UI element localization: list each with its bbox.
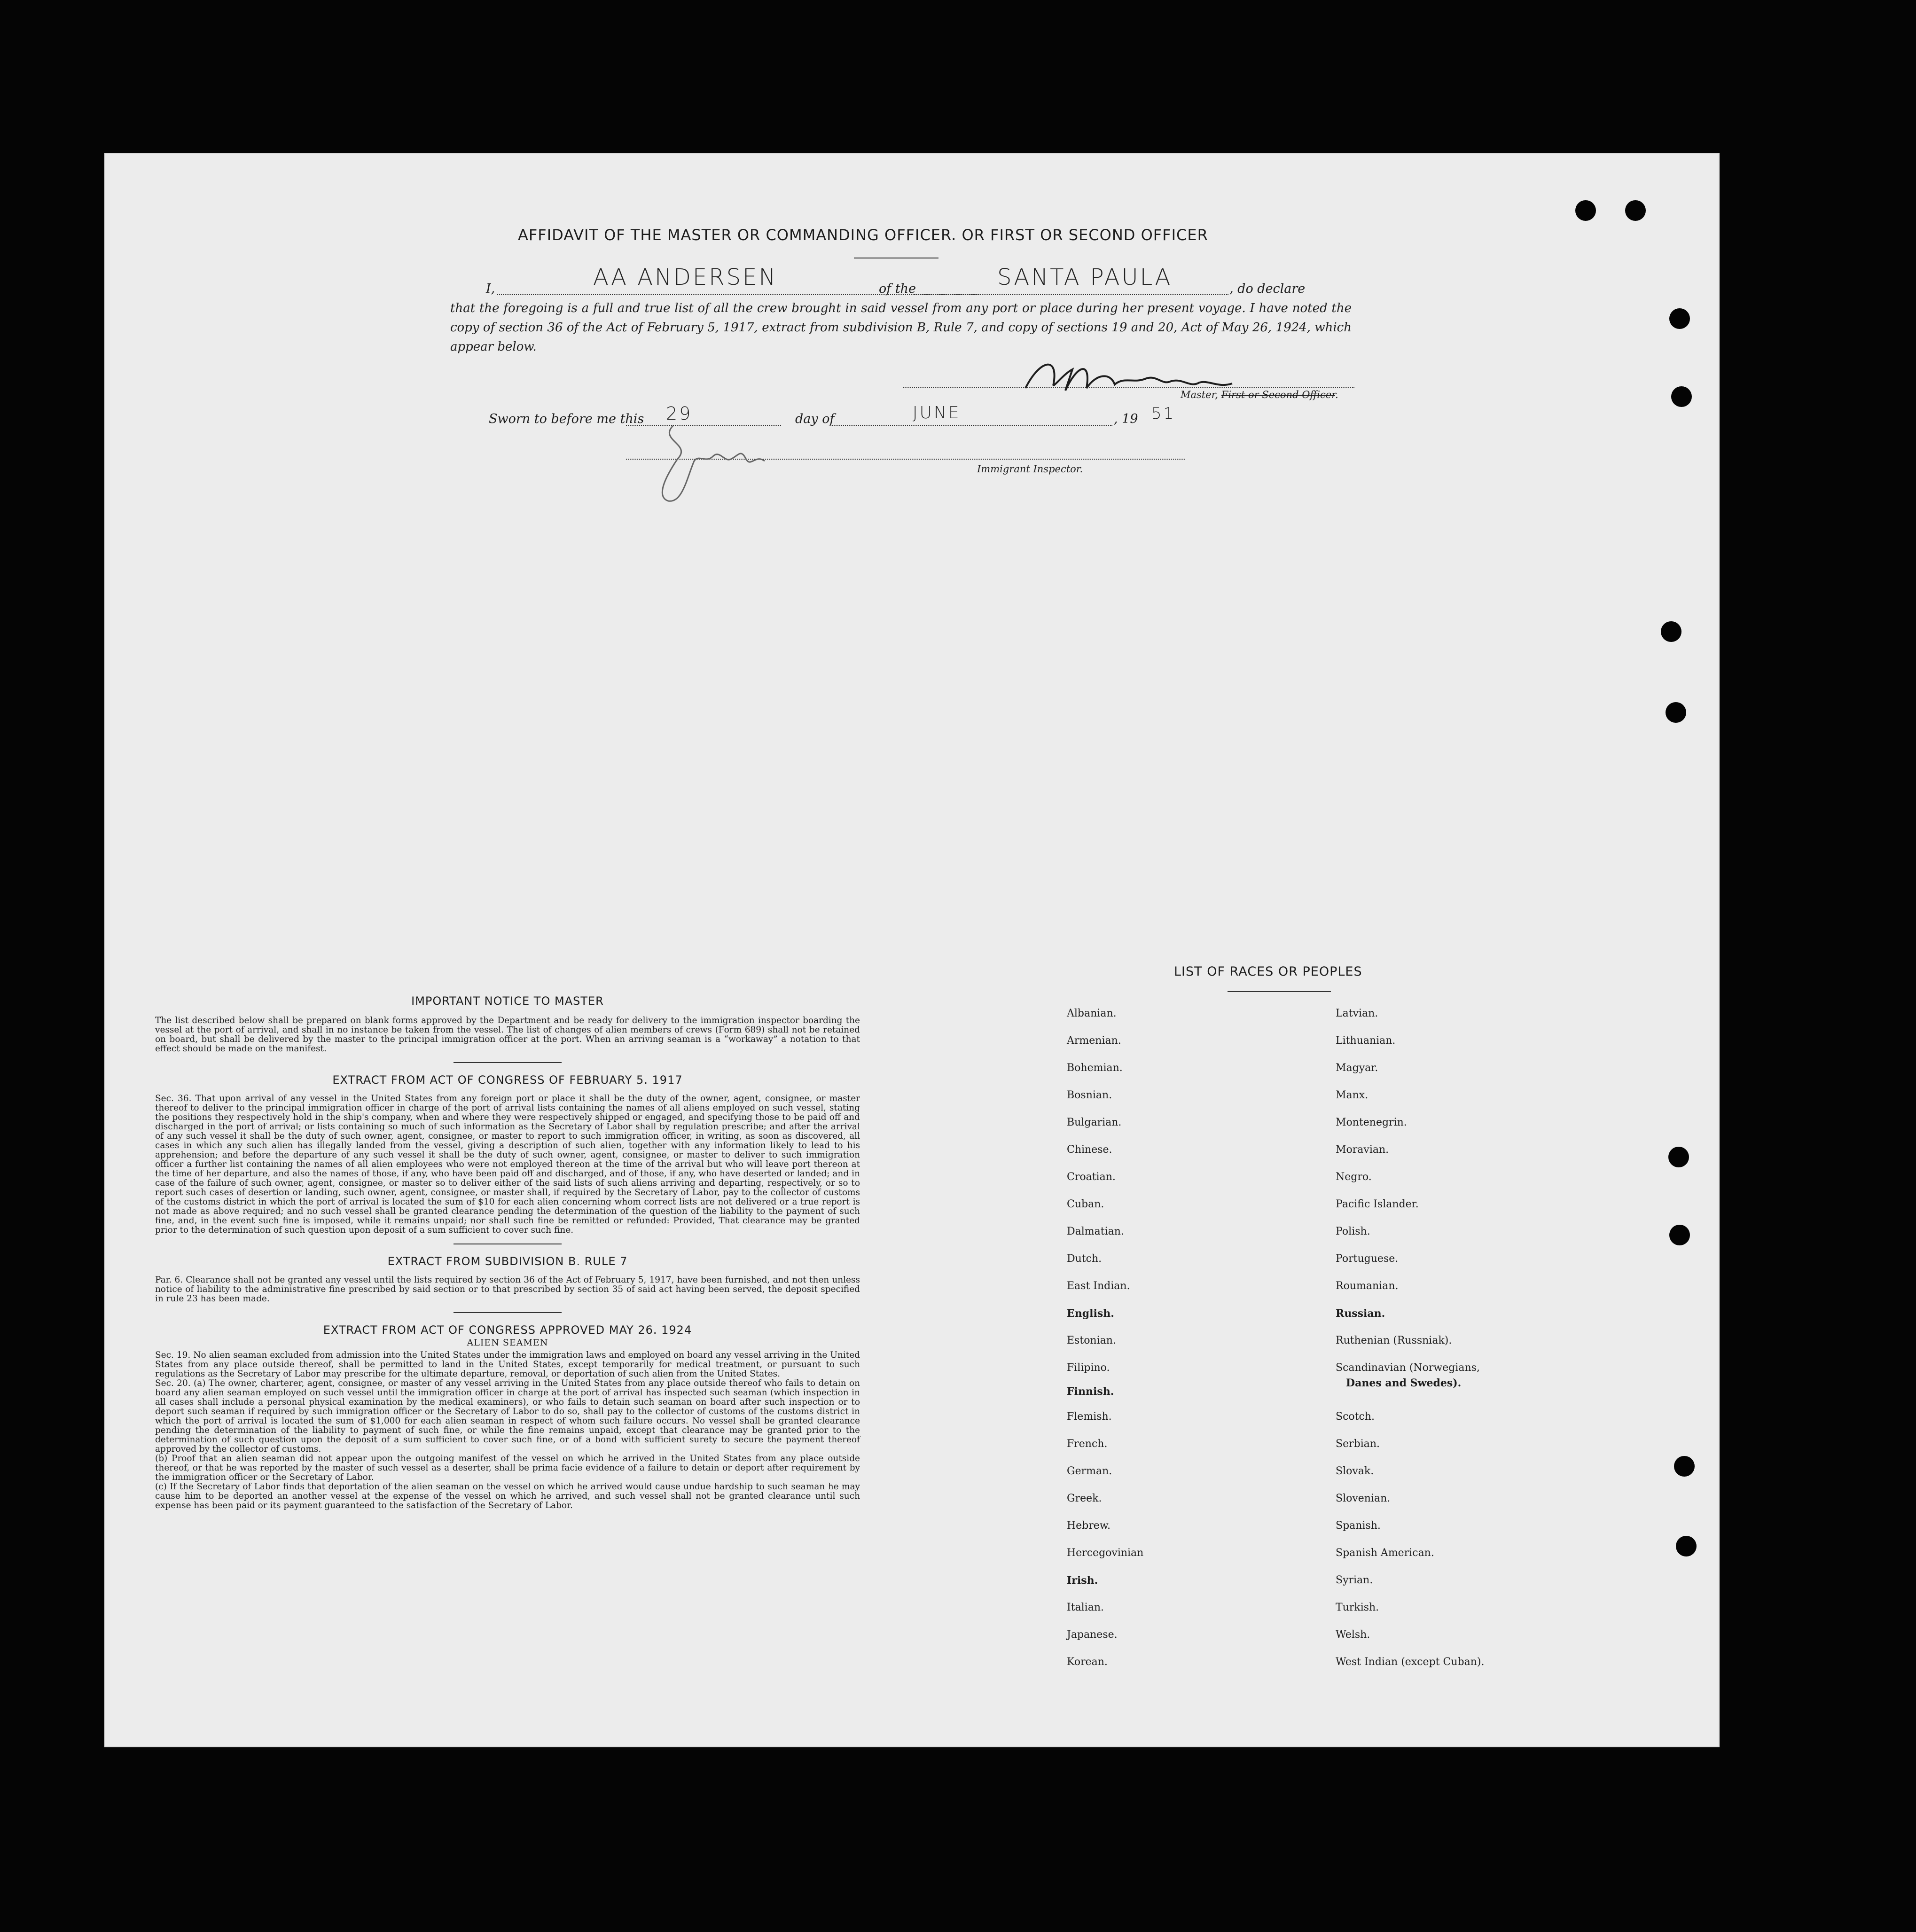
year-prefix: , 19 bbox=[1114, 412, 1138, 426]
notice-text: The list described below shall be prepared on blank forms approved by the Department and be ready for delivery to the immigration inspector boarding the vessel at the port of arrival, and shall in no instance be taken from the vessel. The list of changes of alien members of crews (Form 689) shall not be retained on board, but shall be delivered by the master to the principal immigration officer at the port. When an arriving seaman is a “workaway” a notation to that effect should be made on the manifest. bbox=[155, 1016, 860, 1054]
race-item: Welsh. bbox=[1336, 1629, 1370, 1641]
race-item: Pacific Islander. bbox=[1336, 1198, 1419, 1210]
punch-hole bbox=[1671, 386, 1692, 407]
race-item: Bulgarian. bbox=[1067, 1117, 1122, 1128]
race-item: Filipino. bbox=[1067, 1362, 1110, 1374]
race-item: Danes and Swedes). bbox=[1346, 1377, 1462, 1389]
race-item: Ruthenian (Russniak). bbox=[1336, 1335, 1452, 1346]
race-item: Scandinavian (Norwegians, bbox=[1336, 1362, 1480, 1374]
race-item: English. bbox=[1067, 1307, 1114, 1320]
affidavit-body: that the foregoing is a full and true list of all the crew brought in said vessel from any port or place during her present voyage. I have noted the copy of section 36 of the Act of February 5, 1917, extract from subdivision B, Rule 7, and copy of sections 19 and 20, Act of May 26, 1924, which appear below. bbox=[450, 301, 1352, 354]
document-page bbox=[104, 153, 1720, 1747]
extract-1917-title: EXTRACT FROM ACT OF CONGRESS OF FEBRUARY 5. 1917 bbox=[332, 1073, 683, 1087]
extract-1924-sec19: Sec. 19. No alien seaman excluded from admission into the United States under the immigration laws and employed on board any vessel arriving in the United States from any place outside thereof, shall be permitted to land in the United States, except temporarily for medical treatment, or pursuant to such regulations as the Secretary of Labor may prescribe for the ultimate departure, removal, or deportation of such alien from the United States. bbox=[155, 1350, 860, 1379]
race-item: Albanian. bbox=[1067, 1008, 1117, 1019]
race-item: Dalmatian. bbox=[1067, 1226, 1124, 1237]
race-item: Portuguese. bbox=[1336, 1253, 1399, 1265]
race-item: Hercegovinian bbox=[1067, 1547, 1144, 1559]
notice-title: IMPORTANT NOTICE TO MASTER bbox=[411, 994, 604, 1008]
extract-1917-text: Sec. 36. That upon arrival of any vessel in the United States from any foreign port or place it shall be the duty of the owner, agent, consignee, or master thereof to deliver to the principal immigration officer in charge of the port of arrival lists containing the names of all aliens employed on such vessel, stating the positions they respectively hold in the ship's company, when and where they were respectively shipped or engaged, and specifying those to be paid off and discharged in the port of arrival; or lists containing so much of such information as the Secretary of Labor shall by regulation prescribe; and after the arrival of any such vessel it shall be the duty of such owner, agent, consignee, or master to report to such immigration officer, in writing, as soon as discovered, all cases in which any such alien has illegally landed from the vessel, giving a description of such alien, together with any information likely to lead to his apprehension; and before the departure of any such vessel it shall be the duty of such owner, agent, consignee, or master to deliver to such immigration officer a further list containing the names of all alien employees who were not employed thereon at the time of the arrival but who will leave port thereon at the time of her departure, and also the names of those, if any, who have been paid off and discharged, and of those, if any, who have deserted or landed; and in case of the failure of such owner, agent, consignee, or master so to deliver either of the said lists of such aliens arriving and departing, respectively, or so to report such cases of desertion or landing, such owner, agent, consignee, or master shall, if required by the Secretary of Labor, pay to the collector of customs of the customs district in which the port of arrival is located the sum of $10 for each alien concerning whom correct lists are not delivered or a true report is not made as above required; and no such vessel shall be granted clearance pending the determination of the question of the liability to the payment of such fine, and, in the event such fine is imposed, while it remains unpaid; nor shall such fine be remitted or refunded: Provided, That clearance may be granted prior to the determination of such question upon deposit of a sum sufficient to cover such fine. bbox=[155, 1094, 860, 1235]
race-item: Finnish. bbox=[1067, 1385, 1114, 1398]
race-item: Flemish. bbox=[1067, 1411, 1112, 1423]
race-item: East Indian. bbox=[1067, 1280, 1130, 1292]
race-item: Moravian. bbox=[1336, 1144, 1389, 1156]
punch-hole bbox=[1575, 200, 1596, 221]
punch-hole bbox=[1669, 308, 1690, 329]
year-handwritten: 51 bbox=[1151, 404, 1176, 423]
master-name-handwritten: AA ANDERSEN bbox=[593, 264, 778, 290]
race-item: French. bbox=[1067, 1438, 1108, 1450]
caption-struck: First or Second Officer bbox=[1221, 389, 1335, 400]
day-of-label: day of bbox=[795, 412, 835, 426]
punch-hole bbox=[1669, 1225, 1690, 1245]
extract-1924-sec20a: Sec. 20. (a) The owner, charterer, agent, consignee, or master of any vessel arriving in the United States from any place outside thereof who fails to detain on board any alien seaman employed on such vessel until the immigration officer in charge at the port of arrival has inspected such seaman (which inspection in all cases shall include a personal physical examination by the medical examiners), or who fails to detain such seaman on board after such inspection or to deport such seaman if required by such immigration officer or the Secretary of Labor to do so, shall pay to the collector of customs of the customs district in which the port of arrival is located the sum of $1,000 for each alien seaman in respect of whom such failure occurs. No vessel shall be granted clearance pending the determination of the liability to payment of such fine, or while the fine remains unpaid, except that clearance may be granted prior to the determination of such question upon the deposit of a sum sufficient to cover such fine, or of a bond with sufficient surety to secure the payment thereof approved by the collector of customs. bbox=[155, 1378, 860, 1454]
race-item: Latvian. bbox=[1336, 1008, 1378, 1019]
race-item: Turkish. bbox=[1336, 1602, 1379, 1613]
sworn-day-handwritten: 29 bbox=[666, 403, 693, 424]
punch-hole bbox=[1661, 621, 1681, 642]
punch-hole bbox=[1676, 1536, 1697, 1557]
races-divider bbox=[1228, 991, 1331, 992]
race-item: Korean. bbox=[1067, 1656, 1108, 1668]
race-item: Bosnian. bbox=[1067, 1089, 1112, 1101]
race-item: German. bbox=[1067, 1465, 1112, 1477]
race-item: Serbian. bbox=[1336, 1438, 1380, 1450]
extract-1924-subtitle: ALIEN SEAMEN bbox=[467, 1338, 548, 1348]
month-line bbox=[830, 425, 1112, 426]
punch-hole bbox=[1668, 1147, 1689, 1167]
race-item: Irish. bbox=[1067, 1574, 1098, 1587]
race-item: Slovak. bbox=[1336, 1465, 1374, 1477]
race-item: Armenian. bbox=[1067, 1035, 1121, 1047]
race-item: Chinese. bbox=[1067, 1144, 1112, 1156]
race-item: Cuban. bbox=[1067, 1198, 1104, 1210]
vessel-line bbox=[913, 294, 1228, 295]
inspector-signature bbox=[649, 416, 772, 510]
i-label: I, bbox=[486, 282, 495, 296]
of-the-label: of the bbox=[879, 282, 916, 296]
extract-rule7-text: Par. 6. Clearance shall not be granted any vessel until the lists required by section 36 of the Act of February 5, 1917, have been furnished, and not then unless notice of liability to the administrative fine prescribed by said section or to that prescribed by section 35 of said act having been served, the deposit specified in rule 23 has been made. bbox=[155, 1275, 860, 1304]
extract-1924-title: EXTRACT FROM ACT OF CONGRESS APPROVED MAY 26. 1924 bbox=[323, 1323, 692, 1337]
separator bbox=[454, 1312, 562, 1313]
race-item: Manx. bbox=[1336, 1089, 1369, 1101]
legal-notices-column bbox=[155, 994, 860, 1510]
race-item: Spanish. bbox=[1336, 1520, 1381, 1532]
race-item: Bohemian. bbox=[1067, 1062, 1123, 1074]
punch-hole bbox=[1666, 702, 1686, 723]
race-item: Magyar. bbox=[1336, 1062, 1378, 1074]
race-item: Croatian. bbox=[1067, 1171, 1116, 1183]
punch-hole bbox=[1674, 1456, 1695, 1477]
race-item: Scotch. bbox=[1336, 1411, 1375, 1423]
caption-master: Master, bbox=[1181, 389, 1219, 400]
separator bbox=[454, 1062, 562, 1063]
affidavit-title: AFFIDAVIT OF THE MASTER OR COMMANDING OFFICER. OR FIRST OR SECOND OFFICER bbox=[518, 226, 1208, 244]
races-title: LIST OF RACES OR PEOPLES bbox=[1174, 964, 1362, 979]
signer-caption: Master, First or Second Officer. bbox=[1181, 389, 1338, 400]
race-item: Lithuanian. bbox=[1336, 1035, 1396, 1047]
race-item: Japanese. bbox=[1067, 1629, 1118, 1641]
race-item: Montenegrin. bbox=[1336, 1117, 1407, 1128]
race-item: Italian. bbox=[1067, 1602, 1104, 1613]
extract-1924-sec20b: (b) Proof that an alien seaman did not appear upon the outgoing manifest of the vessel on which he arrived in the United States from any place outside thereof, or that he was reported by the master of such vessel as a deserter, shall be prima facie evidence of a failure to detain or deport after requirement by the immigration officer or the Secretary of Labor. bbox=[155, 1454, 860, 1482]
race-item: Hebrew. bbox=[1067, 1520, 1111, 1532]
sworn-month-handwritten: JUNE bbox=[913, 403, 961, 422]
race-item: Roumanian. bbox=[1336, 1280, 1399, 1292]
race-item: Dutch. bbox=[1067, 1253, 1102, 1265]
inspector-caption: Immigrant Inspector. bbox=[977, 463, 1083, 475]
race-item: Spanish American. bbox=[1336, 1547, 1434, 1559]
race-item: Greek. bbox=[1067, 1493, 1102, 1504]
race-item: West Indian (except Cuban). bbox=[1336, 1656, 1485, 1668]
extract-1924-sec20c: (c) If the Secretary of Labor finds that deportation of the alien seaman on the vessel on which he arrived would cause undue hardship to such seaman he may cause him to be deported an another vessel at the expense of the vessel on which he arrived, and such vessel shall not be granted clearance until such expense has been paid or its payment guaranteed to the satisfaction of the Secretary of Labor. bbox=[155, 1482, 860, 1510]
race-item: Russian. bbox=[1336, 1307, 1385, 1320]
race-item: Negro. bbox=[1336, 1171, 1372, 1183]
sworn-label: Sworn to before me this bbox=[489, 412, 644, 426]
punch-hole bbox=[1625, 200, 1646, 221]
race-item: Estonian. bbox=[1067, 1335, 1116, 1346]
extract-rule7-title: EXTRACT FROM SUBDIVISION B. RULE 7 bbox=[387, 1255, 628, 1268]
race-item: Slovenian. bbox=[1336, 1493, 1391, 1504]
do-declare-label: , do declare bbox=[1229, 282, 1306, 296]
race-item: Polish. bbox=[1336, 1226, 1370, 1237]
vessel-name-handwritten: SANTA PAULA bbox=[997, 264, 1173, 290]
race-item: Syrian. bbox=[1336, 1574, 1373, 1586]
